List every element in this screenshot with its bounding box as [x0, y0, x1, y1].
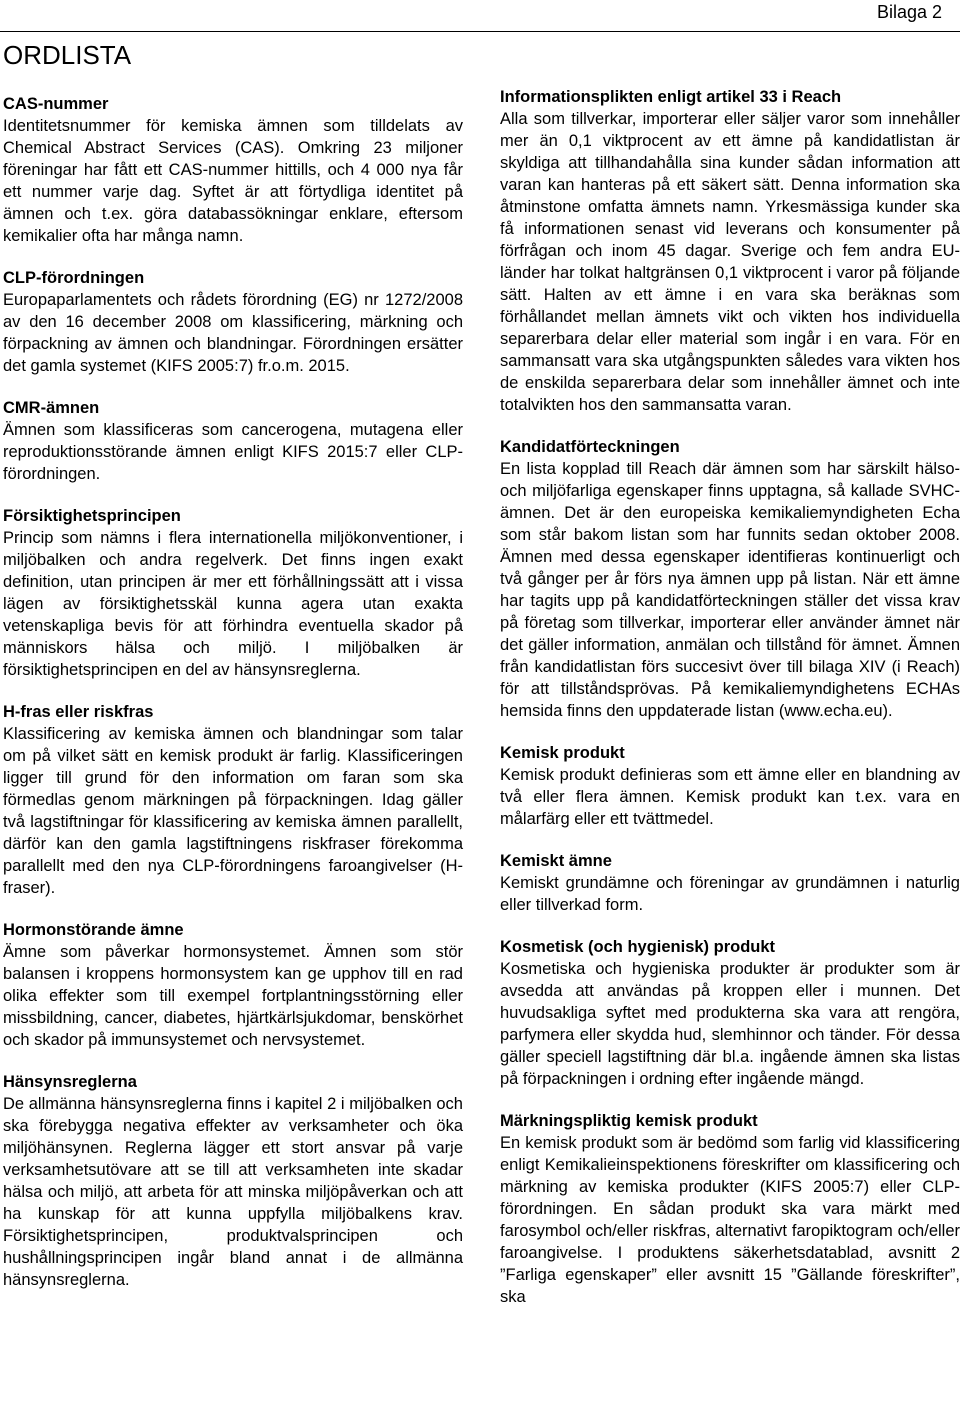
glossary-entry	[500, 742, 960, 830]
glossary-definition: Identitetsnummer för kemiska ämnen som tilldelats av Chemical Abstract Services (CAS). Omkring 23 miljoner föreningar har fått ett CAS-nummer hittills, och 4 000 nya får ett nummer varje dag. Syftet är att förtydliga identitet på ämnen och t.ex. göra databassökningar enklare, eftersom kemikalier ofta har många namn.	[3, 117, 463, 245]
glossary-definition: Alla som tillverkar, importerar eller säljer varor som innehåller mer än 0,1 viktprocent av ett ämne på kandidatlistan är skyldiga att tillhandahålla sina kunder sådan information att varan kan hanteras på ett säkert sätt. Denna information ska åtminstone omfatta ämnets namn. Yrkesmässiga kunder ska få informationen senast vid leverans och konsumenter på förfrågan och inom 45 dagar. Sverige och fem andra EU-länder har tolkat haltgränsen 0,1 viktprocent i varor på följande sätt. Halten av ett ämne i en vara ska beräknas som förhållandet mellan ämnets vikt och vikten hos individuella separerbara delar eller material som ingår i en vara. För en sammansatt vara ska utgångspunkten således vara vikten hos de enskilda separerbara delar som innehåller ämnet och inte totalvikten hos den sammansatta varan.	[500, 110, 960, 414]
glossary-definition: En lista kopplad till Reach där ämnen som har särskilt hälso- och miljöfarliga egenskaper finns upptagna, så kallade SVHC-ämnen. Det är den europeiska kemikaliemyndigheten Echa som står bakom listan som har funnits sedan oktober 2008. Ämnen med dessa egenskaper identifieras kontinuerligt och två gånger per år förs nya ämnen upp på listan. När ett ämne har tagits upp på kandidatförteckningen ställer det vissa krav på företag som tillverkar, importerar eller använder ämnet när det gäller information, anmälan och tillstånd för ämnet. Ämnen från kandidatlistan förs succesivt över till bilaga XIV (i Reach) för att tillståndsprövas. På kemikaliemyndighetens ECHAs hemsida finns den uppdaterade listan (www.echa.eu).	[500, 460, 960, 720]
page-title: ORDLISTA	[3, 40, 132, 70]
glossary-column-left	[3, 93, 463, 1311]
glossary-term: CLP-förordningen	[3, 269, 145, 287]
glossary-term: Märkningspliktig kemisk produkt	[500, 1112, 758, 1130]
glossary-definition: Kemisk produkt definieras som ett ämne eller en blandning av två eller flera ämnen. Kemisk produkt kan t.ex. vara en målarfärg eller ett tvättmedel.	[500, 766, 960, 828]
annex-label: Bilaga 2	[876, 2, 942, 22]
glossary-term: CMR-ämnen	[3, 399, 100, 417]
glossary-term: Kemisk produkt	[500, 744, 625, 762]
glossary-term: CAS-nummer	[3, 95, 109, 113]
glossary-entry	[500, 1110, 960, 1308]
glossary-term: Hänsynsreglerna	[3, 1073, 137, 1091]
glossary-entry	[500, 850, 960, 916]
glossary-definition: Klassificering av kemiska ämnen och blandningar som talar om på vilket sätt en kemisk produkt är farlig. Klassificeringen ligger till grund för den information om faran som ska förmedlas genom märkningen på förpackningen. Idag gäller två lagstiftningar för klassificering av kemiska ämnen parallellt, därför kan den gamla lagstiftningens riskfraser förekomma parallellt med den nya CLP-förordningens faroangivelser (H-fraser).	[3, 725, 463, 897]
glossary-term: Kandidatförteckningen	[500, 438, 680, 456]
header-divider	[0, 31, 960, 32]
glossary-term: Hormonstörande ämne	[3, 921, 184, 939]
glossary-definition: Europaparlamentets och rådets förordning (EG) nr 1272/2008 av den 16 december 2008 om klassificering, märkning och förpackning av ämnen och blandningar. Förordningen ersätter det gamla systemet (KIFS 2005:7) fr.o.m. 2015.	[3, 291, 463, 375]
glossary-entry	[3, 267, 463, 377]
glossary-term: H-fras eller riskfras	[3, 703, 154, 721]
glossary-definition: Kemiskt grundämne och föreningar av grundämnen i naturlig eller tillverkad form.	[500, 874, 960, 914]
glossary-entry	[3, 1071, 463, 1291]
glossary-entry	[500, 936, 960, 1090]
glossary-entry	[500, 436, 960, 722]
glossary-term: Kemiskt ämne	[500, 852, 612, 870]
glossary-entry	[3, 701, 463, 899]
glossary-definition: Princip som nämns i flera internationella miljökonventioner, i miljöbalken och andra regelverk. Det finns ingen exakt definition, utan principen är mer ett förhållningssätt att i vissa lägen av försiktighetsskäl kunna agera utan exakta vetenskapliga bevis för att förhindra eventuella skador på människors hälsa och miljö. I miljöbalken är försiktighetsprincipen en del av hänsynsreglerna.	[3, 529, 463, 679]
glossary-definition: Ämne som påverkar hormonsystemet. Ämnen som stör balansen i kroppens hormonsystem kan ge upphov till en rad olika effekter som till exempel fortplantningsstörning eller missbildning, cancer, diabetes, hjärtkärlsjukdomar, benskörhet och skador på immunsystemet och nervsystemet.	[3, 943, 463, 1049]
glossary-definition: Kosmetiska och hygieniska produkter är produkter som är avsedda att användas på kroppen eller i munnen. Det huvudsakliga syftet med produkterna ska vara att rengöra, parfymera eller skydda hud, slemhinnor och tänder. För dessa gäller speciell lagstiftning där bl.a. ingående ämnen ska listas på förpackningen i ordning efter ingående mängd.	[500, 960, 960, 1088]
glossary-entry	[3, 505, 463, 681]
glossary-term: Kosmetisk (och hygienisk) produkt	[500, 938, 776, 956]
glossary-definition: De allmänna hänsynsreglerna finns i kapitel 2 i miljöbalken och ska förebygga negativa effekter av verksamheter och öka miljöhänsynen. Reglerna lägger ett stort ansvar på varje verksamhetsutövare att se till att verksamheten inte skadar hälsa och miljö, att arbeta för att minska miljöpåverkan och att ha kunskap för att kunna uppfylla miljöbalkens krav. Försiktighetsprincipen, produktvalsprincipen och hushållningsprincipen ingår bland annat i de allmänna hänsynsreglerna.	[3, 1095, 463, 1289]
glossary-term: Informationsplikten enligt artikel 33 i Reach	[500, 88, 842, 106]
glossary-entry	[500, 86, 960, 416]
glossary-entry	[3, 93, 463, 247]
glossary-entry	[3, 919, 463, 1051]
glossary-column-right	[500, 86, 960, 1328]
glossary-definition: Ämnen som klassificeras som cancerogena, mutagena eller reproduktionsstörande ämnen enligt KIFS 2015:7 eller CLP-förordningen.	[3, 421, 463, 483]
glossary-term: Försiktighetsprincipen	[3, 507, 181, 525]
glossary-entry	[3, 397, 463, 485]
glossary-definition: En kemisk produkt som är bedömd som farlig vid klassificering enligt Kemikalieinspektionens föreskrifter om klassificering och märkning av kemiska produkter (KIFS 2005:7) eller CLP-förordningen. En sådan produkt ska vara märkt med farosymbol och/eller riskfras, alternativt faropiktogram och/eller faroangivelse. I produktens säkerhetsdatablad, avsnitt 2 ”Farliga egenskaper” eller avsnitt 15 ”Gällande föreskrifter”, ska	[500, 1134, 960, 1306]
